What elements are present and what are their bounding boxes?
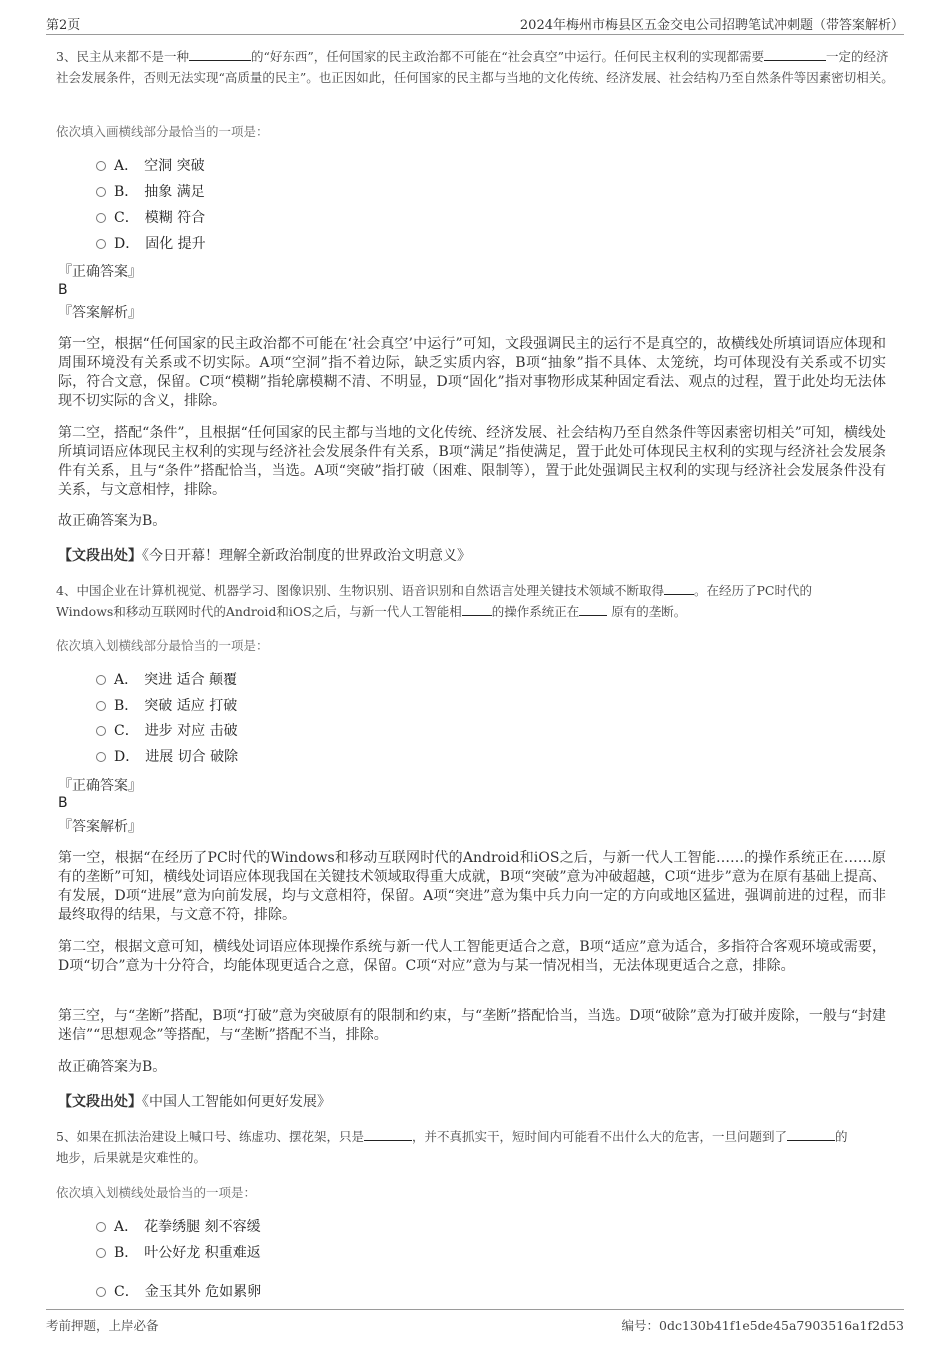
source-citation: 【文段出处】《今日开幕！理解全新政治制度的世界政治文明意义》 [58, 548, 471, 564]
answer-value: B [58, 282, 68, 298]
answer-label: 『正确答案』 [58, 264, 142, 280]
answer-value: B [58, 795, 68, 811]
fill-blank [787, 1128, 835, 1141]
question-prompt: 依次填入划横线处最恰当的一项是： [56, 1185, 257, 1200]
question-3 [56, 46, 896, 88]
conclusion: 故正确答案为B。 [58, 1059, 167, 1075]
page-number: 第2页 [46, 18, 81, 33]
option-b[interactable]: B． 抽象 满足 [96, 181, 205, 203]
radio-icon[interactable] [96, 239, 106, 249]
analysis-label: 『答案解析』 [58, 305, 142, 321]
option-c[interactable]: C． 金玉其外 危如累卵 [96, 1281, 261, 1303]
option-c[interactable]: C． 进步 对应 击破 [96, 720, 238, 742]
answer-label: 『正确答案』 [58, 778, 142, 794]
option-a[interactable]: A． 花拳绣腿 刻不容缓 [96, 1216, 261, 1238]
option-c[interactable]: C． 模糊 符合 [96, 207, 205, 229]
fill-blank [189, 48, 251, 61]
option-a[interactable]: A． 突进 适合 颠覆 [96, 669, 237, 691]
question-prompt: 依次填入划横线部分最恰当的一项是： [56, 638, 269, 653]
fill-blank [664, 582, 694, 595]
option-b[interactable]: B． 叶公好龙 积重难返 [96, 1242, 261, 1264]
radio-icon[interactable] [96, 726, 106, 736]
radio-icon[interactable] [96, 1222, 106, 1232]
option-b[interactable]: B． 突破 适应 打破 [96, 695, 237, 717]
option-a[interactable]: A． 空洞 突破 [96, 155, 205, 177]
question-prompt: 依次填入画横线部分最恰当的一项是： [56, 124, 269, 139]
fill-blank [364, 1128, 412, 1141]
analysis-label: 『答案解析』 [58, 819, 142, 835]
fill-blank [764, 48, 826, 61]
analysis-paragraph: 第一空，根据“任何国家的民主政治都不可能在‘社会真空’中运行”可知，文段强调民主的运行不是真空的，故横线处所填词语应体现和周围环境没有关系或不切实际。A项“空洞”指不着边际，缺乏实质内容，B项“抽象”指不具体、太笼统，均可体现没有关系或不切实际，符合文意，保留。C项“模糊”指轮廓模糊不清、不明显，D项“固化”指对事物形成某种固定看法、观点的过程，置于此处均无法体现不切实际的含义，排除。 [58, 336, 886, 409]
fill-blank [462, 603, 492, 616]
question-4 [56, 580, 896, 622]
document-title: 2024年梅州市梅县区五金交电公司招聘笔试冲刺题（带答案解析） [519, 18, 904, 33]
page-footer [46, 1309, 904, 1338]
question-text: 4、中国企业在计算机视觉、机器学习、图像识别、生物识别、语音识别和自然语言处理关键技术领域不断取得 。在经历了PC时代的 Windows和移动互联网时代的Android和iOS之后，与新一代人工智能相 的操作系统正在 原有的垄断。 [56, 583, 812, 619]
radio-icon[interactable] [96, 752, 106, 762]
question-5 [56, 1126, 896, 1168]
radio-icon[interactable] [96, 1248, 106, 1258]
analysis-paragraph: 第一空，根据“在经历了PC时代的Windows和移动互联网时代的Android和iOS之后，与新一代人工智能……的操作系统正在……原有的垄断”可知，横线处词语应体现我国在关键技术领域取得重大成就，B项“突破”意为冲破超越，C项“进步”意为在原有基础上提高、有发展，D项“进展”意为向前发展，均与文意相符，保留。A项“突进”意为集中兵力向一定的方向或地区猛进，强调前进的过程，而非最终取得的结果，与文意不符，排除。 [58, 850, 886, 923]
conclusion: 故正确答案为B。 [58, 513, 167, 529]
analysis-paragraph: 第三空，与“垄断”搭配，B项“打破”意为突破原有的限制和约束，与“垄断”搭配恰当，当选。D项“破除”意为打破并废除，一般与“封建迷信”“思想观念”等搭配，与“垄断”搭配不当，排除。 [58, 1008, 886, 1043]
question-text: 5、如果在抓法治建设上喊口号、练虚功、摆花架，只是 ，并不真抓实干，短时间内可能看不出什么大的危害，一旦问题到了 的 地步，后果就是灾难性的。 [56, 1129, 848, 1165]
option-d[interactable]: D． 固化 提升 [96, 233, 206, 255]
analysis-paragraph: 第二空，搭配“条件”，且根据“任何国家的民主都与当地的文化传统、经济发展、社会结构乃至自然条件等因素密切相关”可知，横线处所填词语应体现民主权利的实现与经济社会发展条件有关系，B项“满足”指使满足，置于此处可体现民主权利的实现与经济社会发展条件有关系，且与“条件”搭配恰当，当选。A项“突破”指打破（困难、限制等），置于此处强调民主权利的实现与经济社会发展条件没有关系，与文意相悖，排除。 [58, 425, 886, 498]
question-text: 3、民主从来都不是一种 的“好东西”，任何国家的民主政治都不可能在“社会真空”中运行。任何民主权利的实现都需要 一定的经济社会发展条件，否则无法实现“高质量的民主”。也正因如此，任何国家的民主都与当地的文化传统、经济发展、社会结构乃至自然条件等因素密切相关。 [56, 49, 894, 85]
page-header [46, 10, 904, 35]
radio-icon[interactable] [96, 213, 106, 223]
option-d[interactable]: D． 进展 切合 破除 [96, 746, 238, 768]
analysis-paragraph: 第二空，根据文意可知，横线处词语应体现操作系统与新一代人工智能更适合之意，B项“适应”意为适合，多指符合客观环境或需要，D项“切合”意为十分符合，均能体现更适合之意，保留。C项“对应”意为与某一情况相当，无法体现更适合之意，排除。 [58, 939, 886, 974]
radio-icon[interactable] [96, 187, 106, 197]
fill-blank [579, 603, 607, 616]
radio-icon[interactable] [96, 675, 106, 685]
document-code: 编号：0dc130b41f1e5de45a7903516a1f2d53 [621, 1318, 904, 1333]
radio-icon[interactable] [96, 161, 106, 171]
radio-icon[interactable] [96, 701, 106, 711]
radio-icon[interactable] [96, 1287, 106, 1297]
footer-slogan: 考前押题，上岸必备 [46, 1318, 159, 1333]
source-citation: 【文段出处】《中国人工智能如何更好发展》 [58, 1094, 331, 1110]
